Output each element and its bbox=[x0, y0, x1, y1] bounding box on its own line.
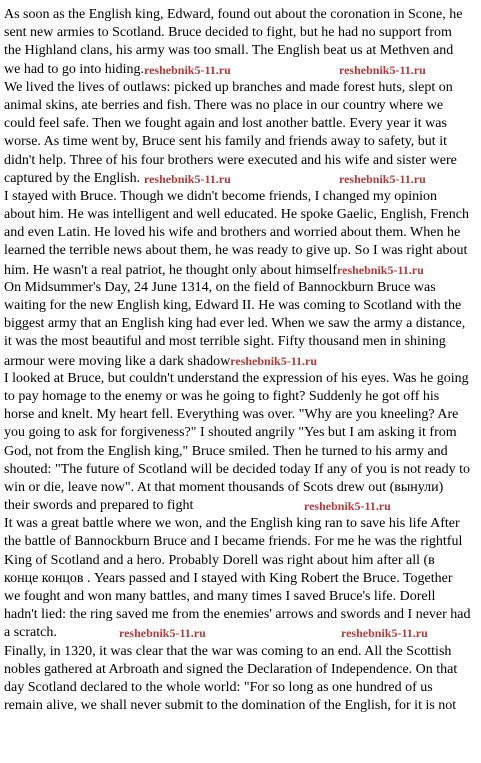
text-line: shouted: "The future of Scotland will be decided today If any of you is not ready to bbox=[4, 461, 471, 477]
text-line: sent new armies to Scotland. Bruce decided to fight, but he had no support from bbox=[4, 25, 452, 41]
text-line: конце концов . Years passed and I stayed with King Robert the Bruce. Together bbox=[4, 570, 453, 586]
text-line: to pay homage to the enemy or was he going to fight? Suddenly he got off his bbox=[4, 388, 440, 404]
text-line: the Highland clans, his army was too small. The English beat us at Methven and bbox=[4, 43, 454, 59]
text-line: about him. He was intelligent and well educated. He spoke Gaelic, English, French bbox=[4, 207, 469, 223]
text-line: their swords and prepared to fight reshebnik5-11.ru bbox=[4, 497, 478, 515]
text-line: day Scotland declared to the whole world: "For so long as one hundred of us bbox=[4, 679, 433, 695]
text-line: win or die, leave now". At that moment thousands of Scots drew out (вынули) bbox=[4, 479, 444, 495]
text-line: him. He wasn't a real patriot, he thought only about himselfreshebnik5-11.ru bbox=[4, 262, 424, 278]
text-line: the battle of Bannockburn Bruce and I became friends. For me he was the rightful bbox=[4, 534, 463, 550]
text-line: As soon as the English king, Edward, found out about the coronation in Scone, he bbox=[4, 7, 463, 22]
text-line: worse. As time went by, Bruce sent his family and friends away to safety, but it bbox=[4, 134, 447, 150]
text-line: hadn't lied: the ring saved me from the enemies' arrows and swords and I never had bbox=[4, 607, 471, 623]
watermark: reshebnik5-11.ru bbox=[304, 499, 391, 514]
watermark: reshebnik5-11.ru bbox=[230, 353, 318, 368]
watermark: reshebnik5-11.ru bbox=[339, 62, 426, 77]
text-line: nobles gathered at Arbroath and signed the Declaration of Independence. On that bbox=[4, 661, 458, 677]
text-line: I looked at Bruce, but couldn't understand the expression of his eyes. Was he going bbox=[4, 370, 469, 386]
text-line: horse and knelt. My heart fell. Everything was over. "Why are you kneeling? Are bbox=[4, 407, 459, 423]
text-line: biggest army that an English king had ever led. When we saw the army a distance, bbox=[4, 316, 466, 332]
text-line: captured by the English. reshebnik5-11.ru reshebnik5-11.ru bbox=[4, 170, 478, 188]
document-body bbox=[4, 6, 478, 715]
text-line: remain alive, we shall never submit to the domination of the English, for it is not bbox=[4, 698, 457, 714]
text-line: King of Scotland and a hero. Probably Dorell was right about him after all (в bbox=[4, 552, 435, 568]
watermark: reshebnik5-11.ru bbox=[144, 171, 231, 186]
text-line: Finally, in 1320, it was clear that the war was coming to an end. All the Scottish bbox=[4, 643, 452, 659]
text-line: we fought and won many battles, and many times I saved Bruce's life. Dorell bbox=[4, 589, 436, 604]
text-line: It was a great battle where we won, and the English king ran to save his life After bbox=[4, 516, 460, 532]
watermark: reshebnik5-11.ru bbox=[341, 626, 428, 641]
text-line: learned the terrible news about them, he was ready to give up. So I was right about bbox=[4, 243, 468, 259]
text-line: We lived the lives of outlaws: picked up branches and made forest huts, slept on bbox=[4, 79, 453, 95]
text-line: God, not from the English king," Bruce smiled. Then he turned to his army and bbox=[4, 443, 448, 459]
text-line: didn't help. Three of his four brothers were executed and his wife and sister were bbox=[4, 152, 457, 168]
text-line: armour were moving like a dark shadowreshebnik5-11.ru bbox=[4, 353, 318, 369]
text-line: it was the most beautiful and most terrible sight. Fifty thousand men in shining bbox=[4, 334, 446, 350]
watermark: reshebnik5-11.ru bbox=[144, 62, 231, 77]
text-line: and even Latin. He loved his wife and brothers and worried about them. When he bbox=[4, 225, 461, 241]
text-line: On Midsummer's Day, 24 June 1314, on the field of Bannockburn Bruce was bbox=[4, 279, 436, 295]
watermark: reshebnik5-11.ru bbox=[119, 626, 206, 641]
text-line: we had to go into hiding. reshebnik5-11.ru reshebnik5-11.ru bbox=[4, 61, 478, 79]
text-line: animal skins, ate berries and fish. There was no place in our country where we bbox=[4, 97, 444, 113]
text-line: a scratch. reshebnik5-11.ru reshebnik5-11.ru bbox=[4, 624, 478, 642]
text-line: you going to ask for forgiveness?" I shouted angrily "Yes but I am asking it from bbox=[4, 425, 457, 441]
text-line: I stayed with Bruce. Though we didn't become friends, I changed my opinion bbox=[4, 188, 438, 204]
watermark: reshebnik5-11.ru bbox=[337, 262, 424, 277]
text-line: waiting for the new English king, Edward II. He was coming to Scotland with the bbox=[4, 298, 462, 313]
text-line: could feel safe. Then we fought again and lost another battle. Every year it was bbox=[4, 116, 447, 132]
watermark: reshebnik5-11.ru bbox=[339, 171, 426, 186]
